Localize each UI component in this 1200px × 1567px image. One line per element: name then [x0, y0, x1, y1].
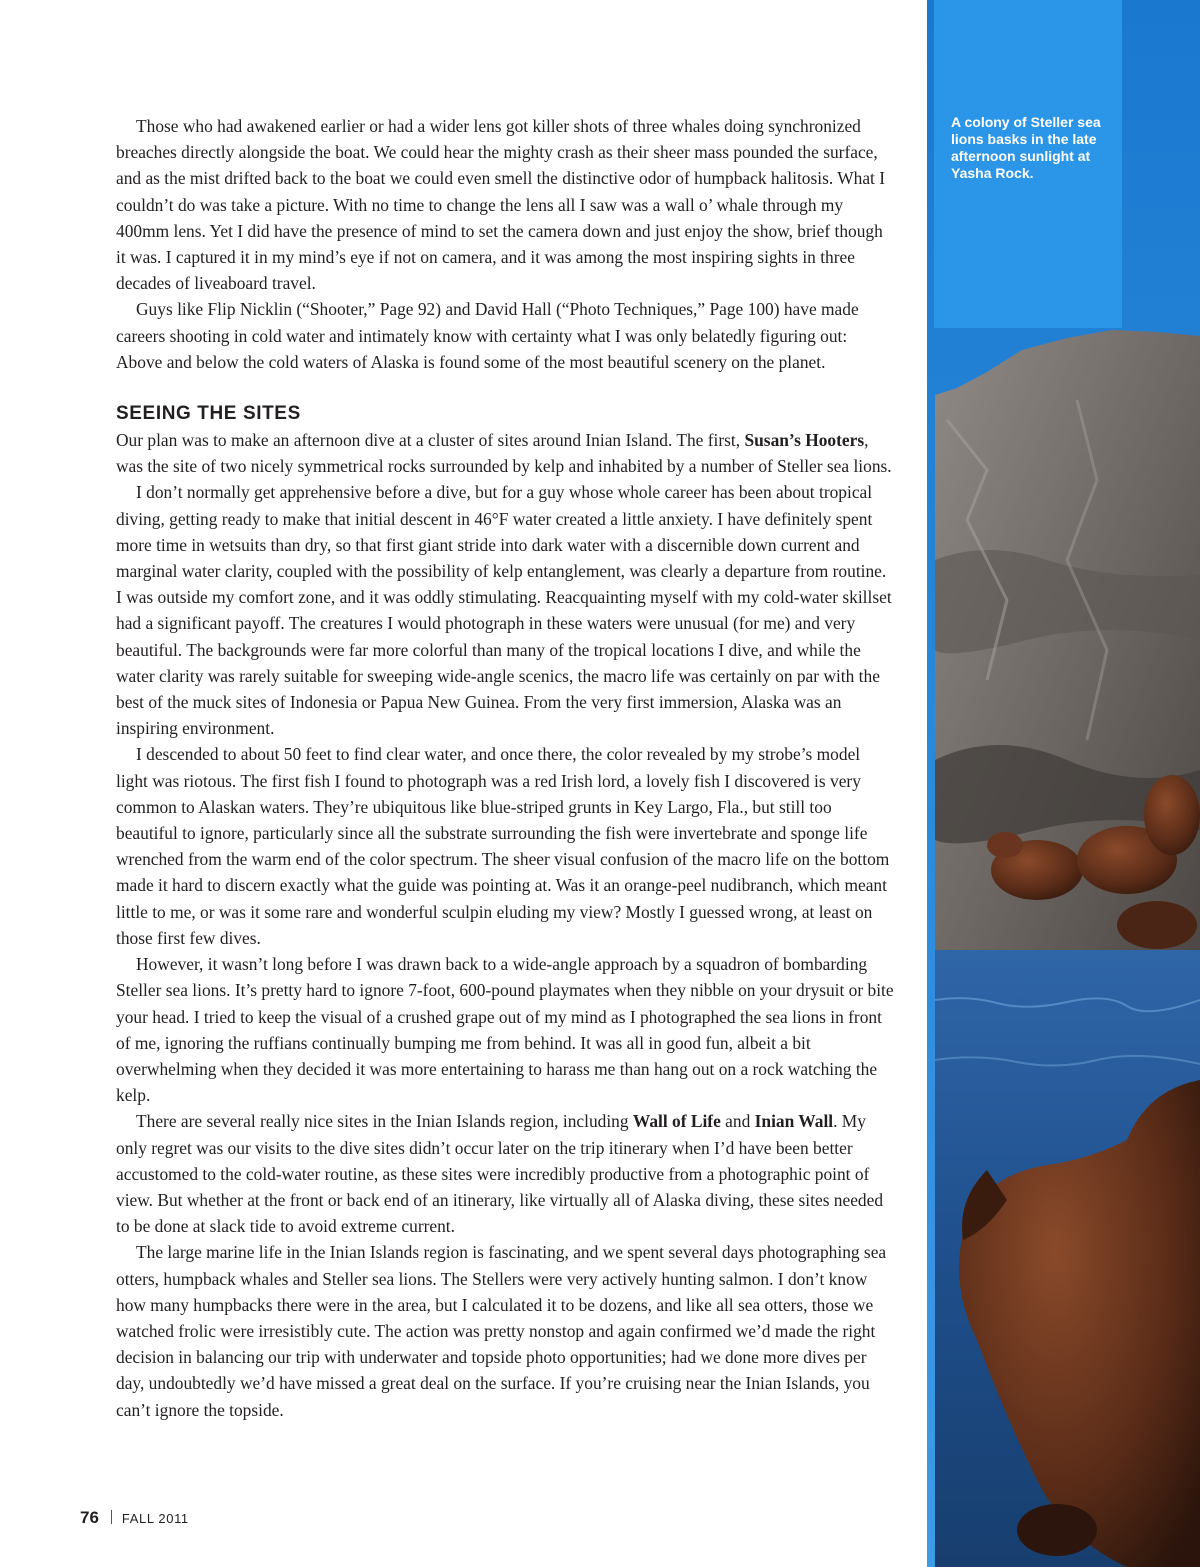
dive-site-susans-hooters: Susan’s Hooters	[744, 430, 865, 451]
paragraph-7	[116, 1108, 896, 1239]
article-body	[116, 113, 896, 1423]
dive-site-inian-wall: Inian Wall	[754, 1111, 834, 1132]
paragraph-6: However, it wasn’t long before I was drawn back to a wide-angle approach by a squadron of bombarding Steller sea lions. It’s pretty hard to ignore 7-foot, 600-pound playmates when they nibble on your drysuit or bite your head. I tried to keep the visual of a crushed grape out of my mind as I photographed the sea lions in front of me, ignoring the ruffians continually bumping me from behind. It was all in good fun, albeit a bit overwhelming when they decided it was more entertaining to harass me than hang out on a rock watching the kelp.	[116, 954, 894, 1106]
page-footer	[80, 1508, 189, 1528]
paragraph-7-text-b: . My only regret was our visits to the dive sites didn’t occur later on the trip itinerary when I’d have been better accustomed to the cold-water routine, as these sites were incredibly productive from a photographic point of view. But whether at the front or back end of an itinerary, like virtually all of Alaska diving, these sites needed to be done at slack tide to avoid extreme current.	[116, 1111, 884, 1237]
paragraph-2: Guys like Flip Nicklin (“Shooter,” Page 92) and David Hall (“Photo Techniques,” Page 100) have made careers shooting in cold water and intimately know with certainty what I was only belatedly figuring out: Above and below the cold waters of Alaska is found some of the most beautiful scenery on the planet.	[116, 299, 859, 372]
paragraph-7-text-a: There are several really nice sites in the Inian Islands region, including	[136, 1111, 633, 1132]
page-number: 76	[80, 1508, 99, 1527]
paragraph-3	[116, 427, 896, 479]
paragraph-7-and: and	[720, 1111, 755, 1132]
paragraph-1: Those who had awakened earlier or had a wider lens got killer shots of three whales doing synchronized breaches directly alongside the boat. We could hear the mighty crash as their sheer mass pounded the surface, and as the mist drifted back to the boat we could even smell the distinctive odor of humpback halitosis. What I couldn’t do was take a picture. With no time to change the lens all I saw was a wall o’ whale through my 400mm lens. Yet I did have the presence of mind to set the camera down and just enjoy the show, brief though it was. I captured it in my mind’s eye if not on camera, and it was among the most inspiring sights in three decades of liveaboard travel.	[116, 116, 886, 294]
dive-site-wall-of-life: Wall of Life	[632, 1111, 721, 1132]
paragraph-5: I descended to about 50 feet to find clear water, and once there, the color revealed by my strobe’s model light was riotous. The first fish I found to photograph was a red Irish lord, a lovely fish I discovered is very common to Alaskan waters. They’re ubiquitous like blue-striped grunts in Key Largo, Fla., but still too beautiful to ignore, particularly since all the substrate surrounding the fish were invertebrate and sponge life wrenched from the warm end of the color spectrum. The sheer visual confusion of the macro life on the bottom made it hard to discern exactly what the guide was pointing at. Was it an orange-peel nudibranch, which meant little to me, or was it some rare and wonderful sculpin eluding my view? Mostly I guessed wrong, at least on those first few dives.	[116, 744, 890, 948]
paragraph-4: I don’t normally get apprehensive before a dive, but for a guy whose whole career has been about tropical diving, getting ready to make that initial descent in 46°F water created a little anxiety. I have definitely spent more time in wetsuits than dry, so that first giant stride into dark water with a discernible down current and marginal water clarity, coupled with the possibility of kelp entanglement, was clearly a departure from routine. I was outside my comfort zone, and it was oddly stimulating. Reacquainting myself with my cold-water skillset had a significant payoff. The creatures I would photograph in these waters were unusual (for me) and very beautiful. The backgrounds were far more colorful than many of the tropical locations I dive, and while the water clarity was rarely suitable for sweeping wide-angle scenics, the macro life was certainly on par with the best of the muck sites of Indonesia or Papua New Guinea. From the very first immersion, Alaska was an inspiring environment.	[116, 482, 892, 739]
paragraph-8: The large marine life in the Inian Islands region is fascinating, and we spent several days photographing sea otters, humpback whales and Steller sea lions. The Stellers were very actively hunting salmon. I don’t know how many humpbacks there were in the area, but I calculated it to be dozens, and like all sea otters, those we watched frolic were irresistibly cute. The action was pretty nonstop and again confirmed we’d made the right decision in balancing our trip with underwater and topside photo opportunities; had we done more dives per day, undoubtedly we’d have missed a great deal on the surface. If you’re cruising near the Inian Islands, you can’t ignore the topside.	[116, 1242, 887, 1420]
photo-caption: A colony of Steller sea lions basks in the late afternoon sunlight at Yasha Rock.	[951, 114, 1101, 181]
issue-label: FALL 2011	[121, 1511, 189, 1526]
footer-divider	[111, 1510, 112, 1524]
paragraph-3-text-b: , was the site of two nicely symmetrical rocks surrounded by kelp and inhabited by a number of Steller sea lions.	[116, 430, 892, 477]
section-heading: SEEING THE SITES	[116, 403, 301, 425]
paragraph-3-text-a: Our plan was to make an afternoon dive at a cluster of sites around Inian Island. The first,	[116, 430, 745, 451]
